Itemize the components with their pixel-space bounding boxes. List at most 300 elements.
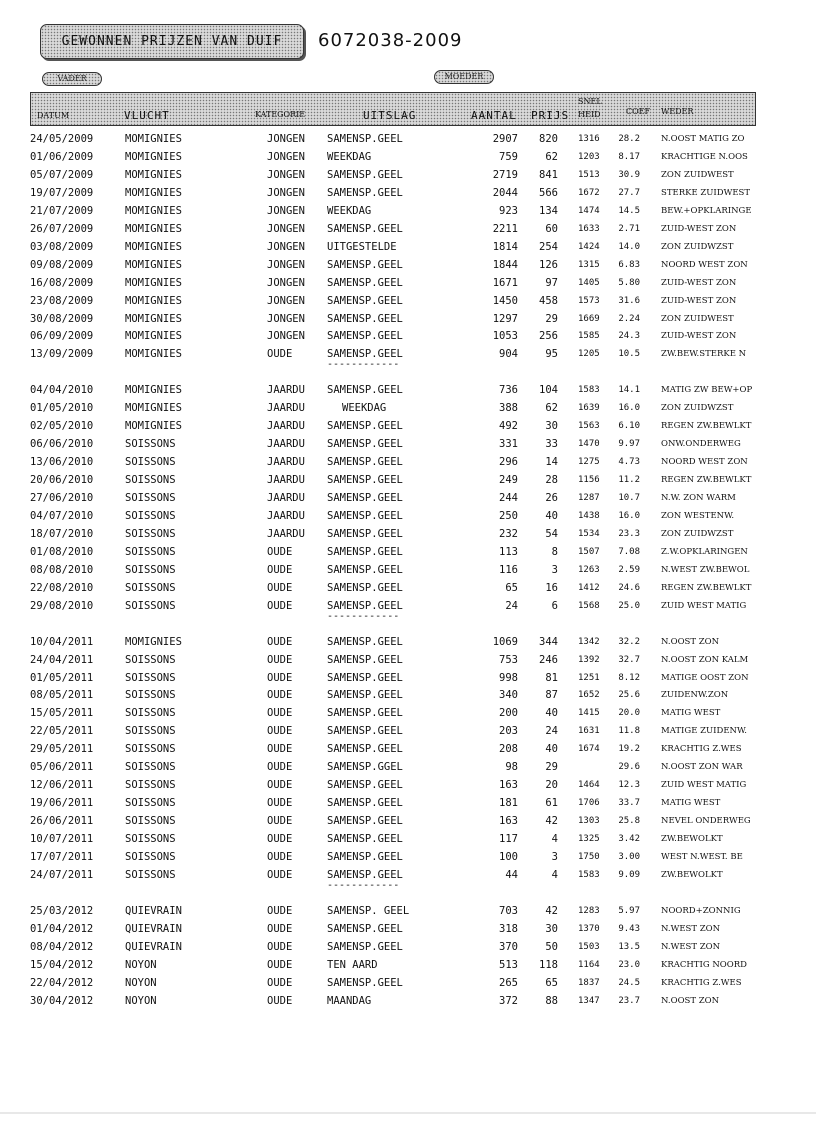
category-cell: OUDE <box>267 348 293 361</box>
prize-cell: 3 <box>551 563 558 576</box>
speed-cell: 1325 <box>578 834 600 845</box>
coef-cell: 28.2 <box>618 134 640 144</box>
category-cell: OUDE <box>267 815 293 828</box>
speed-cell: 1652 <box>578 690 600 701</box>
flight-cell: MOMIGNIES <box>125 276 182 289</box>
speed-cell: 1415 <box>578 708 600 719</box>
category-cell: JONGEN <box>267 312 305 325</box>
weather-cell: NEVEL ONDERWEG <box>661 816 751 827</box>
speed-cell: 1639 <box>578 403 600 414</box>
result-cell: WEEKDAG <box>327 204 372 217</box>
flight-cell: MOMIGNIES <box>125 312 182 325</box>
count-cell: 1450 <box>492 294 518 307</box>
coef-cell: 11.8 <box>618 726 640 737</box>
weather-cell: REGEN ZW.BEWLKT <box>661 421 752 432</box>
flight-cell: SOISSONS <box>125 815 176 828</box>
weather-cell: ZON ZUIDWZST <box>661 241 734 252</box>
prize-cell: 14 <box>545 456 558 469</box>
category-cell: OUDE <box>267 976 293 989</box>
date-cell: 27/06/2010 <box>30 492 94 504</box>
date-cell: 08/04/2012 <box>30 940 94 953</box>
speed-cell: 1534 <box>578 528 600 539</box>
coef-cell: 14.0 <box>618 241 640 252</box>
season-separator: ------------ <box>327 359 400 371</box>
coef-cell: 3.42 <box>618 834 640 845</box>
date-cell: 30/08/2009 <box>30 312 94 325</box>
flight-cell: SOISSONS <box>125 868 176 881</box>
weather-cell: ZUIDENW.ZON <box>661 690 729 701</box>
count-cell: 2044 <box>492 186 518 199</box>
count-cell: 44 <box>505 868 518 881</box>
prize-cell: 50 <box>545 940 558 953</box>
prize-cell: 126 <box>539 258 558 271</box>
count-cell: 492 <box>499 420 518 433</box>
category-cell: OUDE <box>267 635 293 648</box>
result-cell: SAMENSP.GEEL <box>327 384 403 397</box>
category-cell: OUDE <box>267 868 293 881</box>
count-cell: 388 <box>499 402 518 415</box>
flight-cell: SOISSONS <box>125 833 176 846</box>
weather-cell: ZUID-WEST ZON <box>661 277 737 288</box>
header-coef: COEF <box>626 107 651 116</box>
count-cell: 65 <box>505 581 518 594</box>
count-cell: 331 <box>499 438 518 451</box>
weather-cell: STERKE ZUIDWEST <box>661 187 751 198</box>
count-cell: 2719 <box>492 168 518 181</box>
flight-cell: MOMIGNIES <box>125 168 182 181</box>
speed-cell: 1674 <box>578 744 600 755</box>
prize-cell: 30 <box>545 420 558 433</box>
coef-cell: 23.3 <box>618 528 640 539</box>
count-cell: 372 <box>499 994 518 1007</box>
coef-cell: 2.24 <box>618 313 640 324</box>
flight-cell: SOISSONS <box>125 581 176 594</box>
date-cell: 01/06/2009 <box>30 150 94 163</box>
category-cell: JONGEN <box>267 294 305 307</box>
prize-cell: 246 <box>539 653 558 666</box>
speed-cell: 1464 <box>578 780 600 791</box>
coef-cell: 4.73 <box>618 457 640 468</box>
speed-cell: 1750 <box>578 852 600 862</box>
coef-cell: 8.17 <box>618 151 640 162</box>
speed-cell: 1669 <box>578 313 600 324</box>
coef-cell: 25.0 <box>618 600 640 611</box>
result-cell: UITGESTELDE <box>327 240 397 253</box>
category-cell: JAARDU <box>267 402 305 415</box>
weather-cell: MATIG WEST <box>661 798 721 809</box>
category-cell: JAARDU <box>267 456 305 469</box>
weather-cell: MATIG ZW BEW+OP <box>661 385 753 396</box>
flight-cell: MOMIGNIES <box>125 204 182 217</box>
prize-cell: 42 <box>545 904 558 917</box>
flight-cell: NOYON <box>125 958 157 971</box>
weather-cell: ZUID-WEST ZON <box>661 295 737 306</box>
flight-cell: SOISSONS <box>125 779 176 792</box>
category-cell: JAARDU <box>267 474 305 487</box>
ring-number: 6072038-2009 <box>318 30 463 51</box>
prize-cell: 30 <box>545 922 558 935</box>
date-cell: 30/04/2012 <box>30 994 94 1007</box>
category-cell: JONGEN <box>267 240 305 253</box>
date-cell: 05/06/2011 <box>30 761 94 774</box>
coef-cell: 10.7 <box>618 493 640 503</box>
prize-cell: 62 <box>545 150 558 163</box>
category-cell: JAARDU <box>267 420 305 433</box>
flight-cell: SOISSONS <box>125 509 176 522</box>
speed-cell: 1156 <box>578 475 600 486</box>
coef-cell: 24.5 <box>618 977 640 988</box>
date-cell: 08/05/2011 <box>30 689 94 702</box>
category-cell: OUDE <box>267 581 293 594</box>
result-cell: SAMENSP. GEEL <box>327 904 410 917</box>
coef-cell: 32.7 <box>618 654 640 665</box>
result-cell: SAMENSP.GEEL <box>327 815 403 828</box>
count-cell: 296 <box>499 456 518 469</box>
coef-cell: 32.2 <box>618 636 640 647</box>
weather-cell: N.OOST ZON WAR <box>661 762 743 773</box>
date-cell: 13/06/2010 <box>30 456 94 469</box>
flight-cell: MOMIGNIES <box>125 186 182 199</box>
count-cell: 1053 <box>492 330 518 343</box>
date-cell: 29/05/2011 <box>30 743 94 756</box>
weather-cell: Z.W.OPKLARINGEN <box>661 546 748 557</box>
weather-cell: MATIGE ZUIDENW. <box>661 726 747 737</box>
coef-cell: 9.43 <box>618 923 640 934</box>
date-cell: 17/07/2011 <box>30 851 94 863</box>
date-cell: 15/04/2012 <box>30 958 94 971</box>
category-cell: OUDE <box>267 922 293 935</box>
date-cell: 24/05/2009 <box>30 133 94 145</box>
result-cell: SAMENSP.GEEL <box>327 707 403 720</box>
speed-cell: 1405 <box>578 277 600 288</box>
prize-cell: 256 <box>539 330 558 343</box>
prize-cell: 26 <box>545 492 558 504</box>
prize-cell: 820 <box>539 133 558 145</box>
header-weder: WEDER <box>661 107 694 116</box>
speed-cell: 1470 <box>578 439 600 450</box>
category-cell: OUDE <box>267 761 293 774</box>
season-separator: ------------ <box>327 879 400 891</box>
category-cell: JAARDU <box>267 438 305 451</box>
prize-cell: 54 <box>545 527 558 540</box>
flight-cell: SOISSONS <box>125 438 176 451</box>
category-cell: JONGEN <box>267 186 305 199</box>
prize-cell: 6 <box>551 599 558 612</box>
date-cell: 10/07/2011 <box>30 833 94 846</box>
count-cell: 1297 <box>492 312 518 325</box>
count-cell: 232 <box>499 527 518 540</box>
weather-cell: ZON ZUIDWZST <box>661 528 734 539</box>
flight-cell: SOISSONS <box>125 563 176 576</box>
speed-cell: 1633 <box>578 223 600 234</box>
date-cell: 18/07/2010 <box>30 527 94 540</box>
prize-cell: 566 <box>539 186 558 199</box>
result-cell: SAMENSP.GGEL <box>327 761 403 774</box>
coef-cell: 25.8 <box>618 816 640 827</box>
category-cell: OUDE <box>267 779 293 792</box>
speed-cell: 1563 <box>578 421 600 432</box>
prize-cell: 841 <box>539 168 558 181</box>
result-cell: SAMENSP.GEEL <box>327 168 403 181</box>
flight-cell: MOMIGNIES <box>125 384 182 397</box>
speed-cell: 1583 <box>578 869 600 880</box>
weather-cell: ZW.BEWOLKT <box>661 834 723 845</box>
category-cell: JAARDU <box>267 492 305 504</box>
result-cell: SAMENSP.GEEL <box>327 976 403 989</box>
count-cell: 249 <box>499 474 518 487</box>
weather-cell: REGEN ZW.BEWLKT <box>661 475 752 486</box>
speed-cell: 1424 <box>578 241 600 252</box>
category-cell: OUDE <box>267 851 293 863</box>
date-cell: 22/08/2010 <box>30 581 94 594</box>
weather-cell: ZUID-WEST ZON <box>661 223 737 234</box>
date-cell: 12/06/2011 <box>30 779 94 792</box>
coef-cell: 13.5 <box>618 941 640 952</box>
speed-cell: 1568 <box>578 600 600 611</box>
speed-cell: 1837 <box>578 977 600 988</box>
weather-cell: KRACHTIG NOORD <box>661 959 747 970</box>
weather-cell: N.OOST MATIG ZO <box>661 134 745 144</box>
prize-cell: 29 <box>545 312 558 325</box>
count-cell: 181 <box>499 797 518 810</box>
date-cell: 23/08/2009 <box>30 294 94 307</box>
weather-cell: BEW.+OPKLARINGE <box>661 205 752 216</box>
category-cell: JONGEN <box>267 258 305 271</box>
prize-cell: 65 <box>545 976 558 989</box>
coef-cell: 24.6 <box>618 582 640 593</box>
coef-cell: 20.0 <box>618 708 640 719</box>
count-cell: 250 <box>499 509 518 522</box>
weather-cell: N.OOST ZON <box>661 636 720 647</box>
category-cell: OUDE <box>267 707 293 720</box>
prize-cell: 40 <box>545 707 558 720</box>
flight-cell: QUIEVRAIN <box>125 940 182 953</box>
speed-cell: 1573 <box>578 295 600 306</box>
flight-cell: SOISSONS <box>125 707 176 720</box>
flight-cell: MOMIGNIES <box>125 222 182 235</box>
weather-cell: MATIG WEST <box>661 708 721 719</box>
category-cell: JONGEN <box>267 204 305 217</box>
mother-label: MOEDER <box>434 70 494 84</box>
prize-cell: 4 <box>551 868 558 881</box>
result-cell: SAMENSP.GEEL <box>327 509 403 522</box>
coef-cell: 6.83 <box>618 259 640 270</box>
result-cell: SAMENSP.GEEL <box>327 312 403 325</box>
coef-cell: 9.09 <box>618 869 640 880</box>
count-cell: 163 <box>499 815 518 828</box>
count-cell: 163 <box>499 779 518 792</box>
result-cell: SAMENSP.GEEL <box>327 797 403 810</box>
coef-cell: 33.7 <box>618 798 640 809</box>
weather-cell: WEST N.WEST. BE <box>661 852 743 862</box>
result-cell: SAMENSP.GEEL <box>327 940 403 953</box>
prize-cell: 104 <box>539 384 558 397</box>
result-cell: SAMENSP.GEEL <box>327 779 403 792</box>
weather-cell: ZON ZUIDWEST <box>661 169 734 180</box>
category-cell: OUDE <box>267 725 293 738</box>
header-kategorie: KATEGORIE <box>255 110 306 119</box>
coef-cell: 30.9 <box>618 169 640 180</box>
count-cell: 208 <box>499 743 518 756</box>
result-cell: MAANDAG <box>327 994 372 1007</box>
date-cell: 01/04/2012 <box>30 922 94 935</box>
count-cell: 1844 <box>492 258 518 271</box>
category-cell: OUDE <box>267 940 293 953</box>
date-cell: 02/05/2010 <box>30 420 94 433</box>
speed-cell: 1315 <box>578 259 600 270</box>
coef-cell: 9.97 <box>618 439 640 450</box>
result-cell: SAMENSP.GEEL <box>327 833 403 846</box>
flight-cell: SOISSONS <box>125 599 176 612</box>
result-cell: SAMENSP.GEEL <box>327 276 403 289</box>
speed-cell: 1303 <box>578 816 600 827</box>
weather-cell: N.OOST ZON <box>661 995 720 1006</box>
prize-cell: 88 <box>545 994 558 1007</box>
coef-cell: 8.12 <box>618 672 640 683</box>
coef-cell: 11.2 <box>618 475 640 486</box>
coef-cell: 3.00 <box>618 852 640 862</box>
coef-cell: 6.10 <box>618 421 640 432</box>
category-cell: OUDE <box>267 653 293 666</box>
result-cell: SAMENSP.GEEL <box>327 563 403 576</box>
result-cell: WEEKDAG <box>342 402 387 415</box>
coef-cell: 5.97 <box>618 905 640 916</box>
date-cell: 21/07/2009 <box>30 204 94 217</box>
speed-cell: 1347 <box>578 995 600 1006</box>
result-cell: SAMENSP.GEEL <box>327 456 403 469</box>
prize-cell: 42 <box>545 815 558 828</box>
category-cell: OUDE <box>267 994 293 1007</box>
weather-cell: N.OOST ZON KALM <box>661 654 749 665</box>
result-cell: SAMENSP.GEEL <box>327 653 403 666</box>
speed-cell: 1287 <box>578 493 600 503</box>
result-cell: SAMENSP.GEEL <box>327 545 403 558</box>
flight-cell: MOMIGNIES <box>125 150 182 163</box>
coef-cell: 14.1 <box>618 385 640 396</box>
coef-cell: 19.2 <box>618 744 640 755</box>
category-cell: JONGEN <box>267 133 305 145</box>
count-cell: 117 <box>499 833 518 846</box>
result-cell: SAMENSP.GEEL <box>327 868 403 881</box>
flight-cell: NOYON <box>125 976 157 989</box>
prize-cell: 134 <box>539 204 558 217</box>
flight-cell: NOYON <box>125 994 157 1007</box>
prize-cell: 40 <box>545 743 558 756</box>
date-cell: 22/04/2012 <box>30 976 94 989</box>
coef-cell: 25.6 <box>618 690 640 701</box>
prize-cell: 24 <box>545 725 558 738</box>
coef-cell: 27.7 <box>618 187 640 198</box>
weather-cell: NOORD+ZONNIG <box>661 905 741 916</box>
category-cell: JAARDU <box>267 509 305 522</box>
result-cell: SAMENSP.GEEL <box>327 581 403 594</box>
category-cell: JONGEN <box>267 150 305 163</box>
result-cell: SAMENSP.GEEL <box>327 474 403 487</box>
coef-cell: 14.5 <box>618 205 640 216</box>
flight-cell: MOMIGNIES <box>125 348 182 361</box>
coef-cell: 16.0 <box>618 403 640 414</box>
header-prijs: PRIJS <box>531 109 570 122</box>
result-cell: SAMENSP.GEEL <box>327 689 403 702</box>
category-cell: OUDE <box>267 689 293 702</box>
prize-cell: 60 <box>545 222 558 235</box>
coef-cell: 2.59 <box>618 564 640 575</box>
weather-cell: MATIGE OOST ZON <box>661 672 749 683</box>
date-cell: 04/04/2010 <box>30 384 94 397</box>
speed-cell: 1164 <box>578 959 600 970</box>
coef-cell: 24.3 <box>618 331 640 342</box>
weather-cell: ZUID-WEST ZON <box>661 331 737 342</box>
category-cell: JAARDU <box>267 384 305 397</box>
flight-cell: SOISSONS <box>125 545 176 558</box>
count-cell: 2907 <box>492 133 518 145</box>
result-cell: SAMENSP.GEEL <box>327 599 403 612</box>
result-cell: SAMENSP.GEEL <box>327 725 403 738</box>
result-cell: SAMENSP.GEEL <box>327 851 403 863</box>
date-cell: 08/08/2010 <box>30 563 94 576</box>
weather-cell: KRACHTIGE N.OOS <box>661 151 748 162</box>
count-cell: 1814 <box>492 240 518 253</box>
date-cell: 01/08/2010 <box>30 545 94 558</box>
count-cell: 753 <box>499 653 518 666</box>
flight-cell: MOMIGNIES <box>125 240 182 253</box>
flight-cell: MOMIGNIES <box>125 402 182 415</box>
category-cell: OUDE <box>267 833 293 846</box>
date-cell: 01/05/2010 <box>30 402 94 415</box>
page-edge <box>0 1112 816 1114</box>
weather-cell: N.W. ZON WARM <box>661 493 736 503</box>
flight-cell: MOMIGNIES <box>125 330 182 343</box>
speed-cell: 1507 <box>578 546 600 557</box>
category-cell: JONGEN <box>267 330 305 343</box>
coef-cell: 10.5 <box>618 349 640 360</box>
flight-cell: SOISSONS <box>125 653 176 666</box>
prize-cell: 254 <box>539 240 558 253</box>
coef-cell: 31.6 <box>618 295 640 306</box>
speed-cell: 1583 <box>578 385 600 396</box>
prize-cell: 87 <box>545 689 558 702</box>
season-separator: ------------ <box>327 610 400 622</box>
flight-cell: SOISSONS <box>125 671 176 684</box>
weather-cell: KRACHTIG Z.WES <box>661 977 742 988</box>
weather-cell: ZUID WEST MATIG <box>661 780 747 791</box>
prize-cell: 28 <box>545 474 558 487</box>
category-cell: JONGEN <box>267 222 305 235</box>
prize-cell: 344 <box>539 635 558 648</box>
weather-cell: ONW.ONDERWEG <box>661 439 741 450</box>
weather-cell: N.WEST ZW.BEWOL <box>661 564 750 575</box>
prize-cell: 95 <box>545 348 558 361</box>
date-cell: 19/07/2009 <box>30 186 94 199</box>
speed-cell: 1474 <box>578 205 600 216</box>
count-cell: 736 <box>499 384 518 397</box>
prize-cell: 29 <box>545 761 558 774</box>
header-snelheid-bottom: HEID <box>578 110 601 119</box>
result-cell: SAMENSP.GEEL <box>327 222 403 235</box>
category-cell: OUDE <box>267 743 293 756</box>
speed-cell: 1342 <box>578 636 600 647</box>
result-cell: SAMENSP.GEEL <box>327 420 403 433</box>
count-cell: 904 <box>499 348 518 361</box>
category-cell: OUDE <box>267 545 293 558</box>
date-cell: 22/05/2011 <box>30 725 94 738</box>
date-cell: 26/07/2009 <box>30 222 94 235</box>
date-cell: 16/08/2009 <box>30 276 94 289</box>
prize-cell: 62 <box>545 402 558 415</box>
coef-cell: 16.0 <box>618 510 640 521</box>
count-cell: 113 <box>499 545 518 558</box>
result-cell: SAMENSP.GEEL <box>327 258 403 271</box>
